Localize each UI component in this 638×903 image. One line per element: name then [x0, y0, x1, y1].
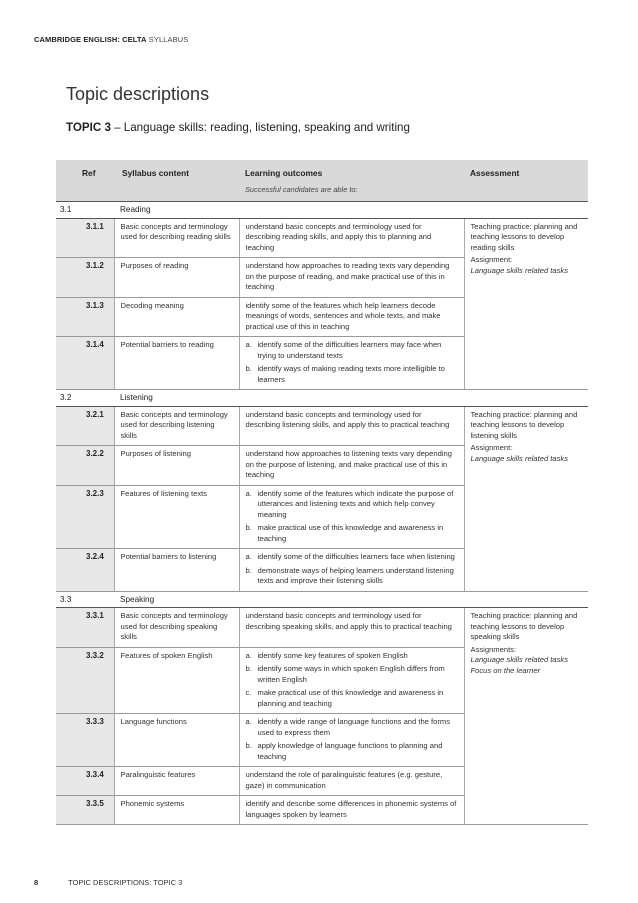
learning-outcome	[239, 647, 464, 714]
outcome-item	[246, 664, 458, 685]
assessment-cell	[464, 406, 588, 591]
learning-outcome: identify and describe some differences in phonemic systems of languages spoken by learners	[239, 796, 464, 825]
syllabus-content: Features of listening texts	[114, 485, 239, 549]
syllabus-content: Potential barriers to listening	[114, 549, 239, 592]
section-row	[56, 202, 588, 219]
learning-outcome: understand how approaches to listening texts vary depending on the purpose of listening, and make practical use of this in teaching	[239, 446, 464, 486]
syllabus-content: Potential barriers to reading	[114, 337, 239, 390]
learning-outcome: understand basic concepts and terminology used for describing listening skills, and apply this to practical teaching	[239, 406, 464, 446]
syllabus-table	[56, 160, 588, 825]
section-title: Speaking	[114, 591, 588, 608]
assessment-assignment-task: Language skills related tasks	[470, 655, 569, 664]
row-ref: 3.1.3	[56, 297, 114, 337]
outcome-marker: a.	[245, 488, 252, 498]
running-header	[34, 35, 188, 44]
page-footer	[34, 878, 182, 887]
header-content: Syllabus content	[114, 160, 239, 202]
header-ref: Ref	[56, 160, 114, 202]
assessment-cell	[464, 608, 588, 825]
syllabus-content: Basic concepts and terminology used for describing reading skills	[114, 218, 239, 258]
outcome-text: make practical use of this knowledge and awareness in teaching	[257, 523, 444, 543]
section-title: Listening	[114, 390, 588, 407]
learning-outcome	[239, 485, 464, 549]
assessment-assignment-task-2: Focus on the learner	[470, 665, 541, 675]
outcome-item	[246, 523, 458, 544]
row-ref: 3.3.5	[56, 796, 114, 825]
assessment-practice: Teaching practice: planning and teaching lessons to develop listening skills	[470, 409, 578, 440]
outcome-text: demonstrate ways of helping learners understand listening texts and improve their listening skills	[257, 565, 454, 585]
outcome-marker: c.	[245, 688, 252, 697]
row-ref: 3.3.3	[56, 714, 114, 767]
row-ref: 3.1.2	[56, 258, 114, 298]
section-ref: 3.2	[56, 390, 114, 407]
assessment-assignment-label: Assignment:	[470, 443, 513, 452]
topic-number: TOPIC 3	[66, 121, 111, 134]
outcome-text: apply knowledge of language functions to planning and teaching	[257, 741, 443, 761]
row-ref: 3.2.2	[56, 446, 114, 486]
assessment-assignment-task: Language skills related tasks	[470, 265, 569, 275]
outcome-text: identify some of the difficulties learners may face when trying to understand texts	[257, 340, 442, 360]
row-ref: 3.3.2	[56, 647, 114, 714]
outcome-item	[246, 340, 458, 361]
topic-title: – Language skills: reading, listening, speaking and writing	[110, 121, 410, 134]
outcome-item	[246, 552, 458, 563]
row-ref: 3.3.4	[56, 767, 114, 796]
section-ref: 3.1	[56, 202, 114, 219]
outcome-item	[246, 566, 458, 587]
topic-heading	[66, 121, 410, 134]
outcome-text: identify some of the features which indicate the purpose of utterances and listening texts and which help convey meaning	[257, 488, 454, 519]
page-number: 8	[34, 878, 39, 887]
syllabus-content: Basic concepts and terminology used for describing speaking skills	[114, 608, 239, 648]
section-row	[56, 591, 588, 608]
row-ref: 3.1.1	[56, 218, 114, 258]
outcome-text: identify some key features of spoken English	[257, 650, 408, 660]
row-ref: 3.1.4	[56, 337, 114, 390]
syllabus-content: Basic concepts and terminology used for describing listening skills	[114, 406, 239, 446]
table-row	[56, 406, 588, 446]
outcome-marker: a.	[245, 340, 252, 349]
row-ref: 3.2.4	[56, 549, 114, 592]
learning-outcome	[239, 549, 464, 592]
row-ref: 3.2.3	[56, 485, 114, 549]
row-ref: 3.2.1	[56, 406, 114, 446]
section-title: Reading	[114, 202, 588, 219]
assessment-practice: Teaching practice: planning and teaching lessons to develop speaking skills	[470, 611, 578, 641]
outcome-item	[246, 741, 458, 762]
table-row	[56, 608, 588, 648]
header-outcomes-label: Learning outcomes	[245, 168, 323, 178]
outcome-text: make practical use of this knowledge and awareness in planning and teaching	[257, 688, 444, 708]
header-doc: SYLLABUS	[148, 35, 189, 44]
outcome-item	[246, 717, 458, 738]
outcome-marker: a.	[245, 650, 252, 660]
learning-outcome: understand basic concepts and terminology used for describing speaking skills, and apply this to practical teaching	[239, 608, 464, 648]
syllabus-content: Phonemic systems	[114, 796, 239, 825]
outcome-text: identify some of the difficulties learners face when listening	[257, 552, 455, 561]
header-outcomes-sub: Successful candidates are able to:	[245, 184, 358, 194]
header-outcomes	[239, 160, 464, 202]
syllabus-content: Paralinguistic features	[114, 767, 239, 796]
row-ref: 3.3.1	[56, 608, 114, 648]
outcome-item	[246, 688, 458, 709]
outcome-text: identify some ways in which spoken English differs from written English	[257, 664, 445, 684]
assessment-practice: Teaching practice: planning and teaching lessons to develop reading skills	[470, 221, 578, 252]
assessment-assignment-label: Assignments:	[470, 644, 517, 654]
outcome-marker: b.	[245, 664, 252, 673]
outcome-marker: b.	[245, 364, 252, 373]
syllabus-table-container	[56, 160, 588, 825]
assessment-cell	[464, 218, 588, 390]
outcome-item	[246, 651, 458, 662]
outcome-text: identify a wide range of language functions and the forms used to express them	[257, 717, 450, 737]
header-brand: CAMBRIDGE ENGLISH: CELTA	[34, 35, 147, 44]
learning-outcome	[239, 337, 464, 390]
footer-label: TOPIC DESCRIPTIONS: TOPIC 3	[68, 878, 183, 887]
page-title: Topic descriptions	[66, 84, 210, 104]
outcome-item	[246, 489, 458, 521]
assessment-assignment-task: Language skills related tasks	[470, 453, 569, 463]
assessment-assignment-label: Assignment:	[470, 255, 513, 264]
syllabus-content: Purposes of listening	[114, 446, 239, 486]
table-body	[56, 202, 588, 825]
syllabus-content: Decoding meaning	[114, 297, 239, 337]
learning-outcome: identify some of the features which help learners decode meanings of words, sentences and whole texts, and make practical use of this in teaching	[239, 297, 464, 337]
syllabus-content: Language functions	[114, 714, 239, 767]
outcome-marker: a.	[245, 552, 252, 561]
table-header	[56, 160, 588, 202]
section-ref: 3.3	[56, 591, 114, 608]
outcome-marker: b.	[245, 741, 252, 750]
outcome-marker: b.	[245, 523, 252, 532]
learning-outcome	[239, 714, 464, 767]
table-row	[56, 218, 588, 258]
outcome-text: identify ways of making reading texts more intelligible to learners	[257, 364, 445, 384]
outcome-marker: b.	[245, 565, 252, 575]
header-assessment: Assessment	[464, 160, 588, 202]
outcome-marker: a.	[245, 717, 252, 726]
learning-outcome: understand basic concepts and terminology used for describing reading skills, and apply this to planning and teaching	[239, 218, 464, 258]
syllabus-content: Features of spoken English	[114, 647, 239, 714]
syllabus-content: Purposes of reading	[114, 258, 239, 298]
learning-outcome: understand the role of paralinguistic features (e.g. gesture, gaze) in communication	[239, 767, 464, 796]
learning-outcome: understand how approaches to reading texts vary depending on the purpose of reading, and make practical use of this in teaching	[239, 258, 464, 298]
outcome-item	[246, 364, 458, 385]
section-row	[56, 390, 588, 407]
